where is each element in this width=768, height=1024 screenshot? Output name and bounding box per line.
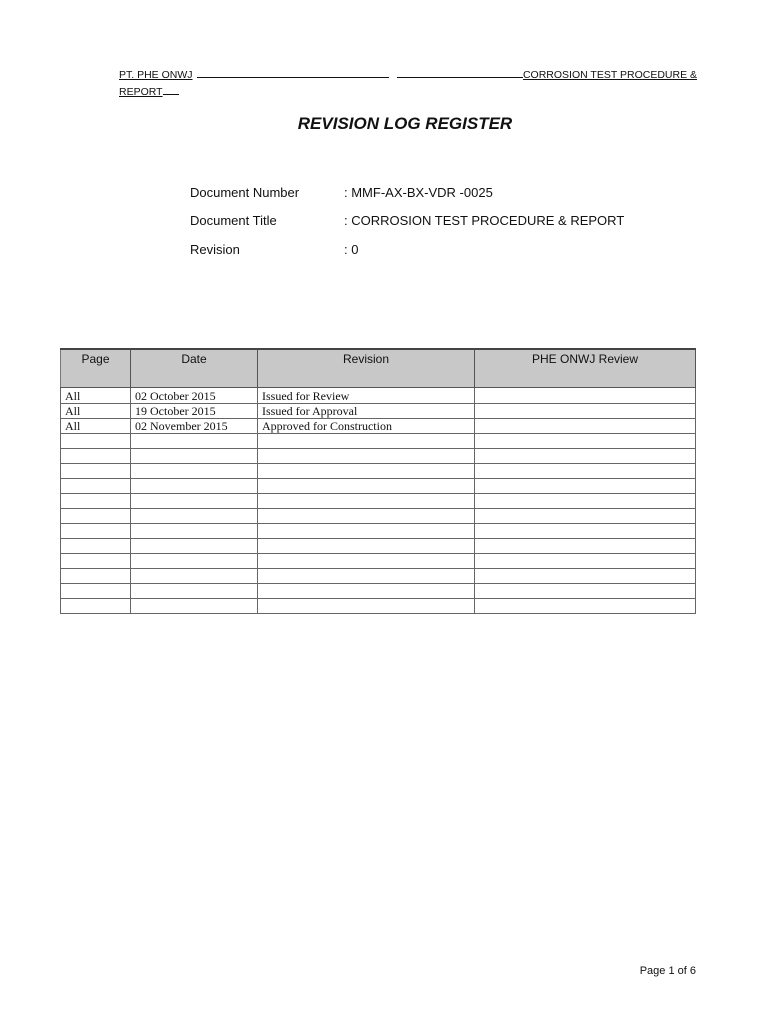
cell-revision — [258, 569, 475, 584]
cell-revision — [258, 599, 475, 614]
table-row — [61, 404, 696, 419]
table-header-row — [61, 349, 696, 388]
table-row — [61, 524, 696, 539]
cell-date — [131, 539, 258, 554]
table-row — [61, 599, 696, 614]
table-row — [61, 539, 696, 554]
cell-page — [61, 569, 131, 584]
cell-review — [475, 569, 696, 584]
document-info — [190, 178, 624, 264]
revision-label: Revision — [190, 241, 240, 257]
cell-review — [475, 509, 696, 524]
header-company: PT. PHE ONWJ — [119, 69, 193, 81]
table-row — [61, 479, 696, 494]
document-number-label: Document Number — [190, 184, 300, 200]
column-header-page: Page — [61, 349, 131, 388]
table-row — [61, 388, 696, 404]
table-row — [61, 569, 696, 584]
cell-date: 02 November 2015 — [131, 419, 258, 434]
cell-date — [131, 584, 258, 599]
cell-revision — [258, 584, 475, 599]
document-title-value: : CORROSION TEST PROCEDURE & REPORT — [344, 213, 625, 229]
cell-review — [475, 554, 696, 569]
cell-page: All — [61, 404, 131, 419]
table-row — [61, 584, 696, 599]
column-header-revision: Revision — [258, 349, 475, 388]
cell-page — [61, 584, 131, 599]
header-doc-title-cont: REPORT — [119, 86, 163, 98]
cell-revision — [258, 554, 475, 569]
cell-page — [61, 449, 131, 464]
table-body — [61, 388, 696, 614]
page-header — [119, 66, 697, 100]
cell-revision — [258, 539, 475, 554]
cell-page — [61, 509, 131, 524]
cell-page — [61, 599, 131, 614]
table-row — [61, 434, 696, 449]
cell-page: All — [61, 388, 131, 404]
cell-date: 02 October 2015 — [131, 388, 258, 404]
cell-date: 19 October 2015 — [131, 404, 258, 419]
cell-review — [475, 494, 696, 509]
document-number-value: : MMF-AX-BX-VDR -0025 — [344, 184, 493, 200]
cell-page — [61, 539, 131, 554]
cell-revision — [258, 449, 475, 464]
cell-revision: Issued for Review — [258, 388, 475, 404]
cell-date — [131, 449, 258, 464]
column-header-review: PHE ONWJ Review — [475, 349, 696, 388]
cell-page — [61, 479, 131, 494]
cell-date — [131, 599, 258, 614]
cell-review — [475, 419, 696, 434]
cell-date — [131, 524, 258, 539]
page-title: REVISION LOG REGISTER — [297, 114, 513, 133]
table-row — [61, 509, 696, 524]
cell-date — [131, 509, 258, 524]
cell-page: All — [61, 419, 131, 434]
cell-page — [61, 494, 131, 509]
cell-page — [61, 464, 131, 479]
cell-date — [131, 494, 258, 509]
document-number-row — [190, 178, 624, 207]
cell-review — [475, 388, 696, 404]
cell-review — [475, 524, 696, 539]
cell-date — [131, 434, 258, 449]
revision-row — [190, 235, 624, 264]
cell-page — [61, 524, 131, 539]
cell-revision: Issued for Approval — [258, 404, 475, 419]
cell-review — [475, 584, 696, 599]
header-rule — [163, 83, 179, 95]
cell-revision — [258, 509, 475, 524]
cell-revision — [258, 479, 475, 494]
header-doc-title: CORROSION TEST PROCEDURE & — [522, 69, 697, 81]
cell-review — [475, 479, 696, 494]
table-row — [61, 449, 696, 464]
header-rule — [197, 66, 389, 78]
header-rule — [397, 66, 523, 78]
cell-date — [131, 554, 258, 569]
cell-revision — [258, 464, 475, 479]
table-row — [61, 554, 696, 569]
cell-review — [475, 434, 696, 449]
cell-review — [475, 599, 696, 614]
cell-page — [61, 434, 131, 449]
document-title-row — [190, 207, 624, 236]
cell-revision — [258, 524, 475, 539]
cell-page — [61, 554, 131, 569]
cell-review — [475, 449, 696, 464]
revision-log-table — [60, 348, 696, 614]
cell-date — [131, 479, 258, 494]
table-row — [61, 494, 696, 509]
document-title-label: Document Title — [190, 213, 277, 229]
cell-review — [475, 404, 696, 419]
table-row — [61, 419, 696, 434]
cell-date — [131, 464, 258, 479]
cell-review — [475, 464, 696, 479]
revision-value: : 0 — [344, 241, 359, 257]
table-row — [61, 464, 696, 479]
cell-review — [475, 539, 696, 554]
column-header-date: Date — [131, 349, 258, 388]
page-number: Page 1 of 6 — [639, 965, 696, 977]
cell-date — [131, 569, 258, 584]
cell-revision — [258, 434, 475, 449]
cell-revision — [258, 494, 475, 509]
cell-revision: Approved for Construction — [258, 419, 475, 434]
